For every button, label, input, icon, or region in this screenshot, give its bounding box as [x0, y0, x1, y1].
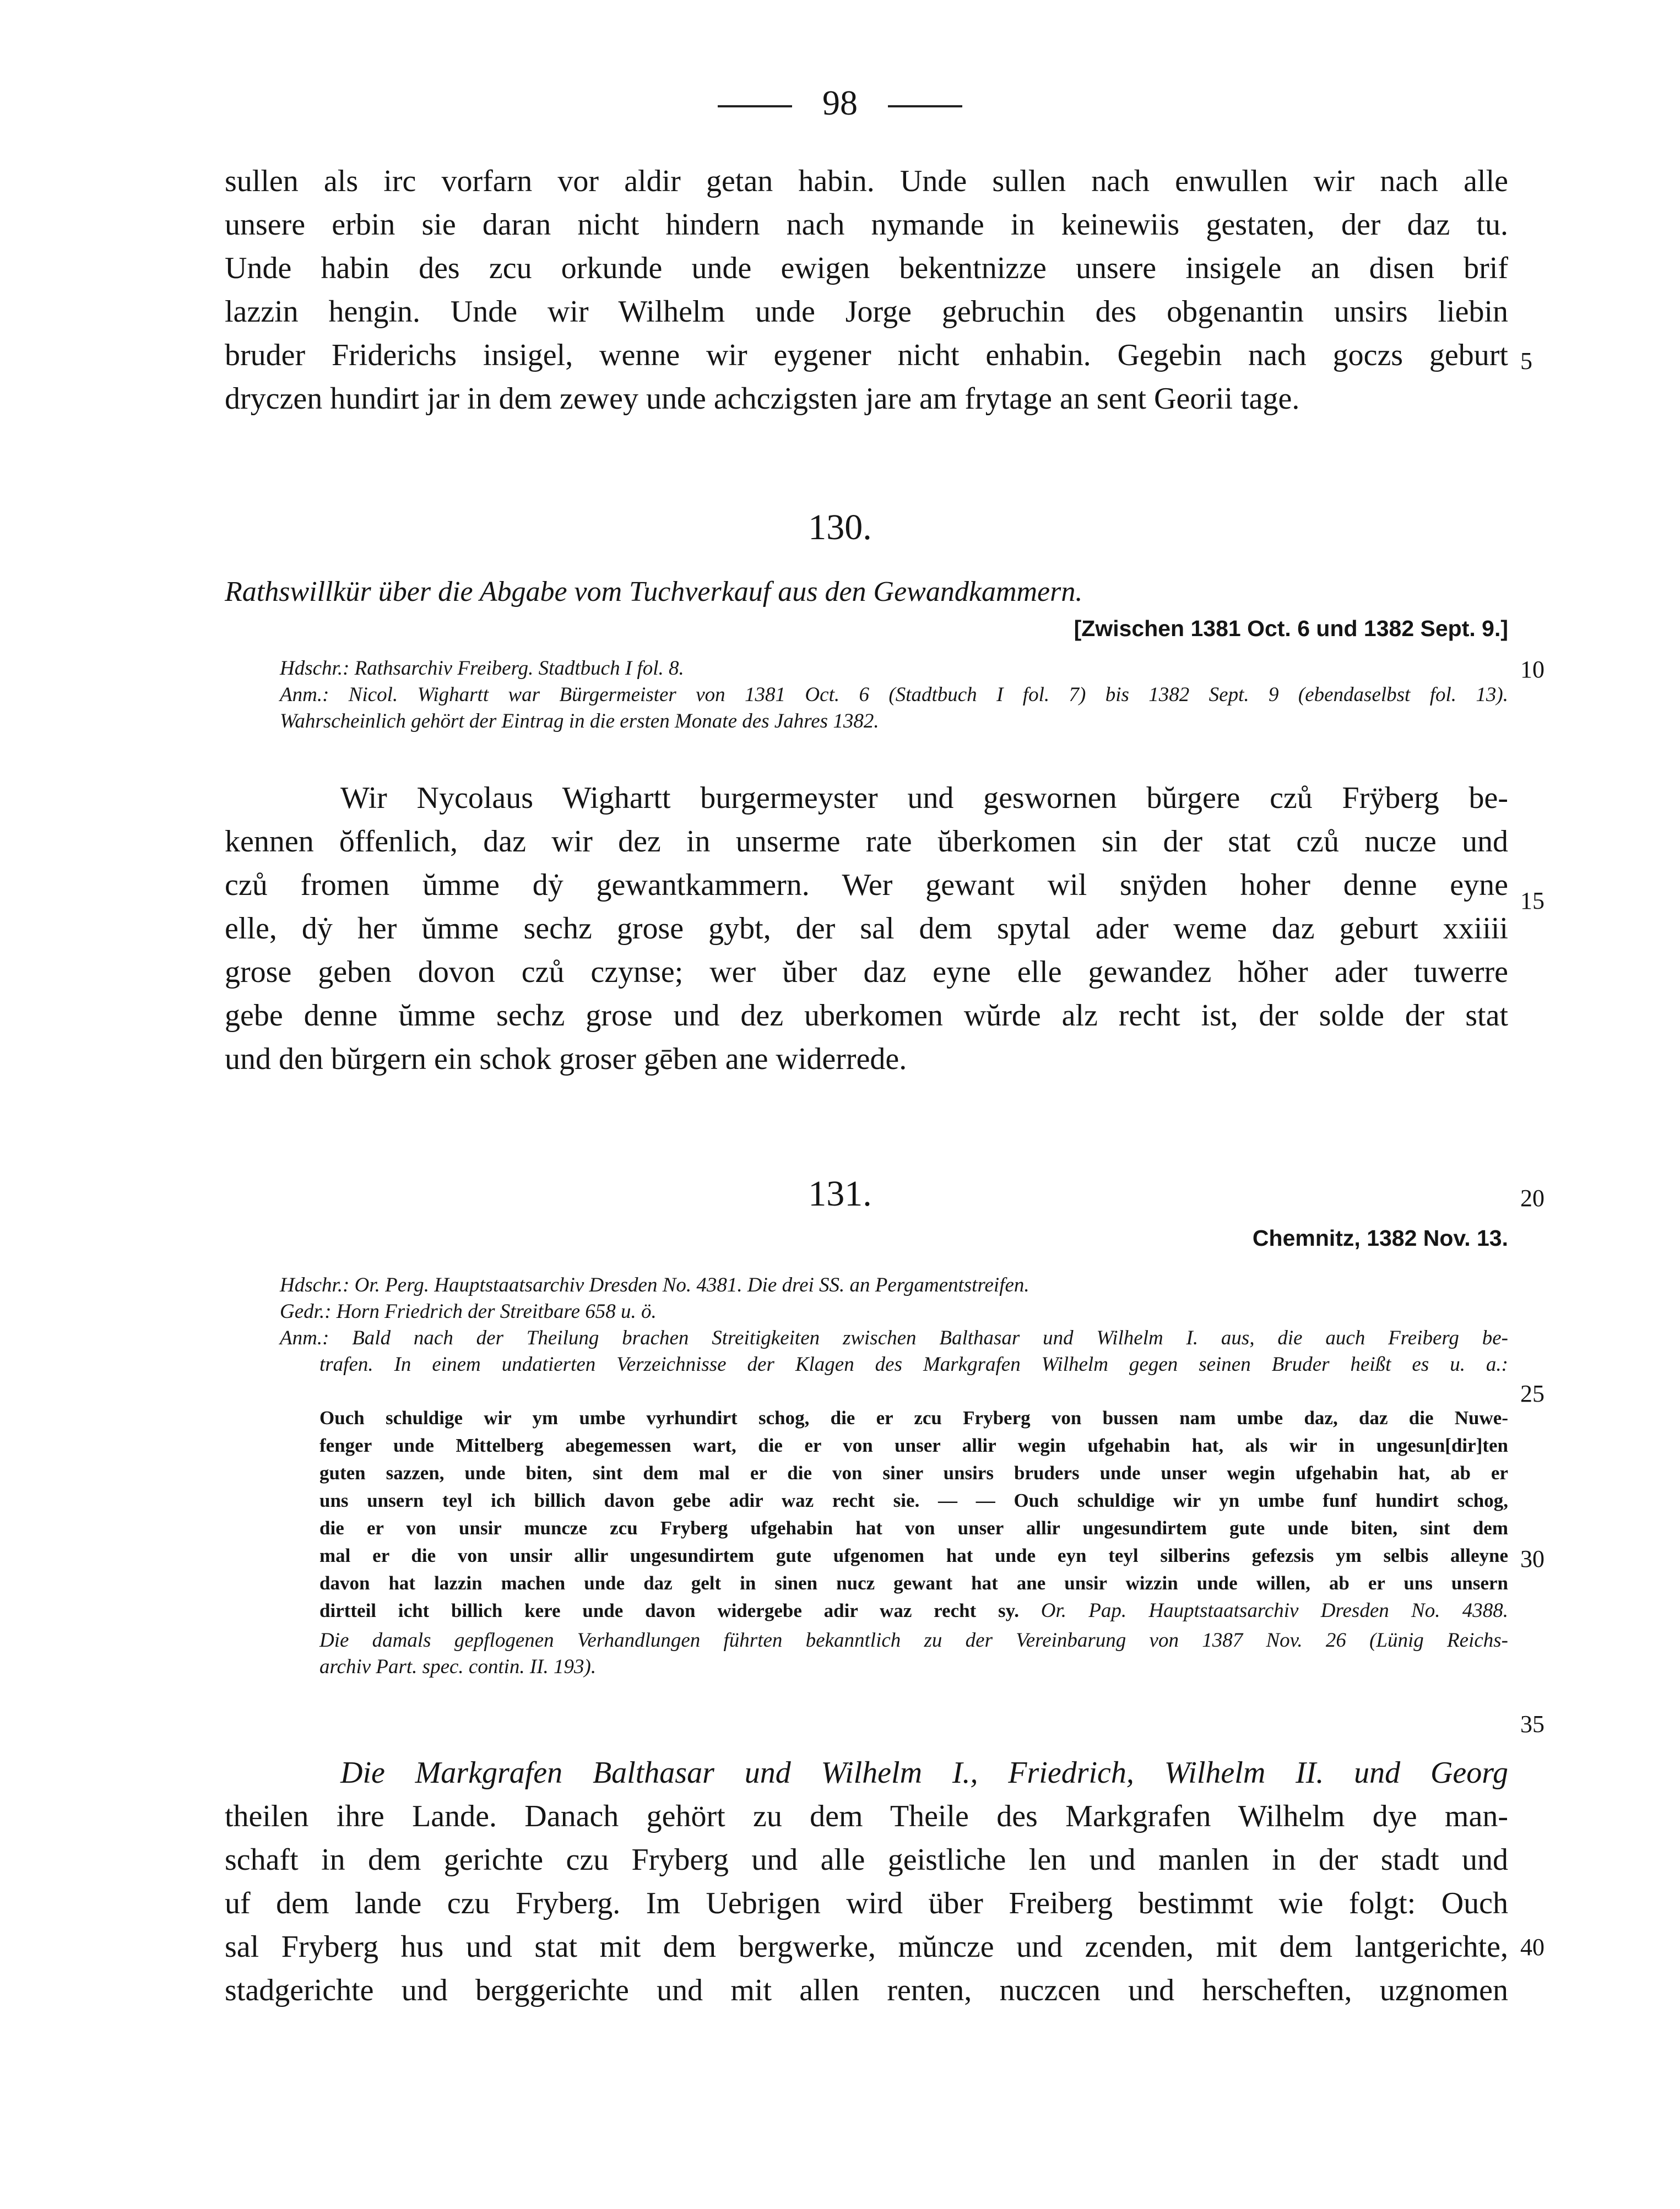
text-line: schaft in dem gerichte czu Fryberg und alle geistliche len und manlen in der stadt und [225, 1843, 1508, 1877]
document-text-130 [225, 777, 1508, 1081]
page-number: 98 [822, 83, 858, 122]
quoted-complaint [319, 1404, 1508, 1625]
text-line: sal Fryberg hus und stat mit dem bergwerke, mŭncze und zcenden, mit dem lantgerichte, [225, 1930, 1508, 1964]
note-line: Die damals gepflogenen Verhandlungen führten bekanntlich zu der Vereinbarung von 1387 Nov. 26 (Lünig Reichs- [319, 1629, 1508, 1652]
quote-line: guten sazzen, unde biten, sint dem mal er die von siner unsirs bruders unde unser wegin ufgehabin hat, ab er [319, 1462, 1508, 1484]
note-line: Anm.: Bald nach der Theilung brachen Streitigkeiten zwischen Balthasar und Wilhelm I. aus, die auch Freiberg be- [280, 1327, 1508, 1349]
document-title-130: Rathswillkür über die Abgabe vom Tuchverkauf aus den Gewandkammern. [225, 576, 1083, 607]
document-date-130: [Zwischen 1381 Oct. 6 und 1382 Sept. 9.] [1074, 616, 1508, 641]
quote-line: die er von unsir muncze zcu Fryberg ufgehabin hat von unser allir ungesundirtem gute unde biten, sint dem [319, 1517, 1508, 1539]
note-line: archiv Part. spec. contin. II. 193). [319, 1656, 597, 1678]
quote-final-text: dirtteil icht billich kere unde davon widergebe adir waz recht sy. [319, 1600, 1019, 1621]
text-line: gebe denne ŭmme sechz grose und dez uberkomen wŭrde alz recht ist, der solde der stat [225, 998, 1508, 1033]
line-number: 30 [1520, 1545, 1544, 1572]
text-line: uf dem lande czu Fryberg. Im Uebrigen wird über Freiberg bestimmt wie folgt: Ouch [225, 1886, 1508, 1920]
text-line: und den bŭrgern ein schok groser gēben ane widerrede. [225, 1042, 907, 1076]
quote-line: uns unsern teyl ich billich davon gebe adir waz recht sie. — — Ouch schuldige wir yn umbe funf hundirt schog, [319, 1490, 1508, 1511]
note-line: trafen. In einem undatierten Verzeichnisse der Klagen des Markgrafen Wilhelm gegen seinen Bruder heißt es u. a.: [319, 1353, 1508, 1376]
header-rule-right [888, 105, 962, 107]
document-number-131: 131. [808, 1174, 872, 1214]
note-line: Hdschr.: Or. Perg. Hauptstaatsarchiv Dresden No. 4381. Die drei SS. an Pergamentstreifen. [280, 1274, 1029, 1296]
text-line: dryczen hundirt jar in dem zewey unde achczigsten jare am frytage an sent Georii tage. [225, 382, 1300, 416]
apparatus-131 [280, 1272, 1508, 1378]
apparatus-130 [280, 655, 1508, 735]
text-line: lazzin hengin. Unde wir Wilhelm unde Jorge gebruchin des obgenantin unsirs liebin [225, 295, 1508, 329]
page-header [0, 83, 1680, 127]
apparatus-131-end [319, 1627, 1508, 1680]
document-date-131: Chemnitz, 1382 Nov. 13. [1252, 1225, 1508, 1251]
document-number-130: 130. [808, 507, 872, 547]
text-line: czů fromen ŭmme dẏ gewantkammern. Wer gewant wil snÿden hoher denne eyne [225, 868, 1508, 902]
text-line: theilen ihre Lande. Danach gehört zu dem Theile des Markgrafen Wilhelm dye man- [225, 1799, 1508, 1833]
header-rule-left [718, 105, 792, 107]
line-number: 25 [1520, 1380, 1544, 1407]
line-number: 10 [1520, 656, 1544, 683]
line-number: 15 [1520, 887, 1544, 914]
quote-line: mal er die von unsir allir ungesundirtem gute ufgenomen hat unde eyn teyl silberins gefezsis ym selbis alleyne [319, 1545, 1508, 1566]
note-line: Wahrscheinlich gehört der Eintrag in die ersten Monate des Jahres 1382. [280, 710, 879, 732]
continuation-text [225, 160, 1508, 421]
document-text-131 [225, 1751, 1508, 2012]
text-line: stadgerichte und berggerichte und mit allen renten, nuczcen und herscheften, uzgnomen [225, 1973, 1508, 2007]
text-line: elle, dẏ her ŭmme sechz grose gybt, der sal dem spytal ader weme daz geburt xxiiii [225, 911, 1508, 946]
quote-line [319, 1597, 1508, 1625]
quote-line: davon hat lazzin machen unde daz gelt in sinen nucz gewant hat ane unsir wizzin unde willen, ab er uns unsern [319, 1572, 1508, 1594]
text-line: Die Markgrafen Balthasar und Wilhelm I., Friedrich, Wilhelm II. und Georg [340, 1756, 1508, 1790]
line-number: 35 [1520, 1711, 1544, 1738]
line-number: 40 [1520, 1934, 1544, 1961]
line-number: 5 [1520, 348, 1532, 375]
quote-source: Or. Pap. Hauptstaatsarchiv Dresden No. 4388. [1040, 1599, 1509, 1622]
quote-line: fenger unde Mittelberg abegemessen wart, die er von unser allir wegin ufgehabin hat, als wir in ungesun[dir]ten [319, 1435, 1508, 1456]
text-line: Unde habin des zcu orkunde unde ewigen bekentnizze unsere insigele an disen brif [225, 251, 1508, 285]
text-line: unsere erbin sie daran nicht hindern nach nymande in keinewiis gestaten, der daz tu. [225, 208, 1508, 242]
note-line: Gedr.: Horn Friedrich der Streitbare 658 u. ö. [280, 1300, 657, 1323]
text-line: kennen ŏffenlich, daz wir dez in unserme rate ŭberkomen sin der stat czů nucze und [225, 824, 1508, 859]
text-line: bruder Friderichs insigel, wenne wir eygener nicht enhabin. Gegebin nach goczs geburt [225, 338, 1508, 372]
line-number: 20 [1520, 1185, 1544, 1212]
text-line: grose geben dovon czů czynse; wer ŭber daz eyne elle gewandez hŏher ader tuwerre [225, 955, 1508, 989]
text-line: sullen als irc vorfarn vor aldir getan habin. Unde sullen nach enwullen wir nach alle [225, 164, 1508, 198]
text-line: Wir Nycolaus Wighartt burgermeyster und geswornen bŭrgere czů Frÿberg be- [340, 781, 1508, 815]
note-line: Hdschr.: Rathsarchiv Freiberg. Stadtbuch I fol. 8. [280, 657, 684, 680]
note-line: Anm.: Nicol. Wighartt war Bürgermeister von 1381 Oct. 6 (Stadtbuch I fol. 7) bis 1382 Sept. 9 (ebendaselbst fol. 13). [280, 683, 1508, 706]
quote-line: Ouch schuldige wir ym umbe vyrhundirt schog, die er zcu Fryberg von bussen nam umbe daz, daz die Nuwe- [319, 1407, 1508, 1429]
